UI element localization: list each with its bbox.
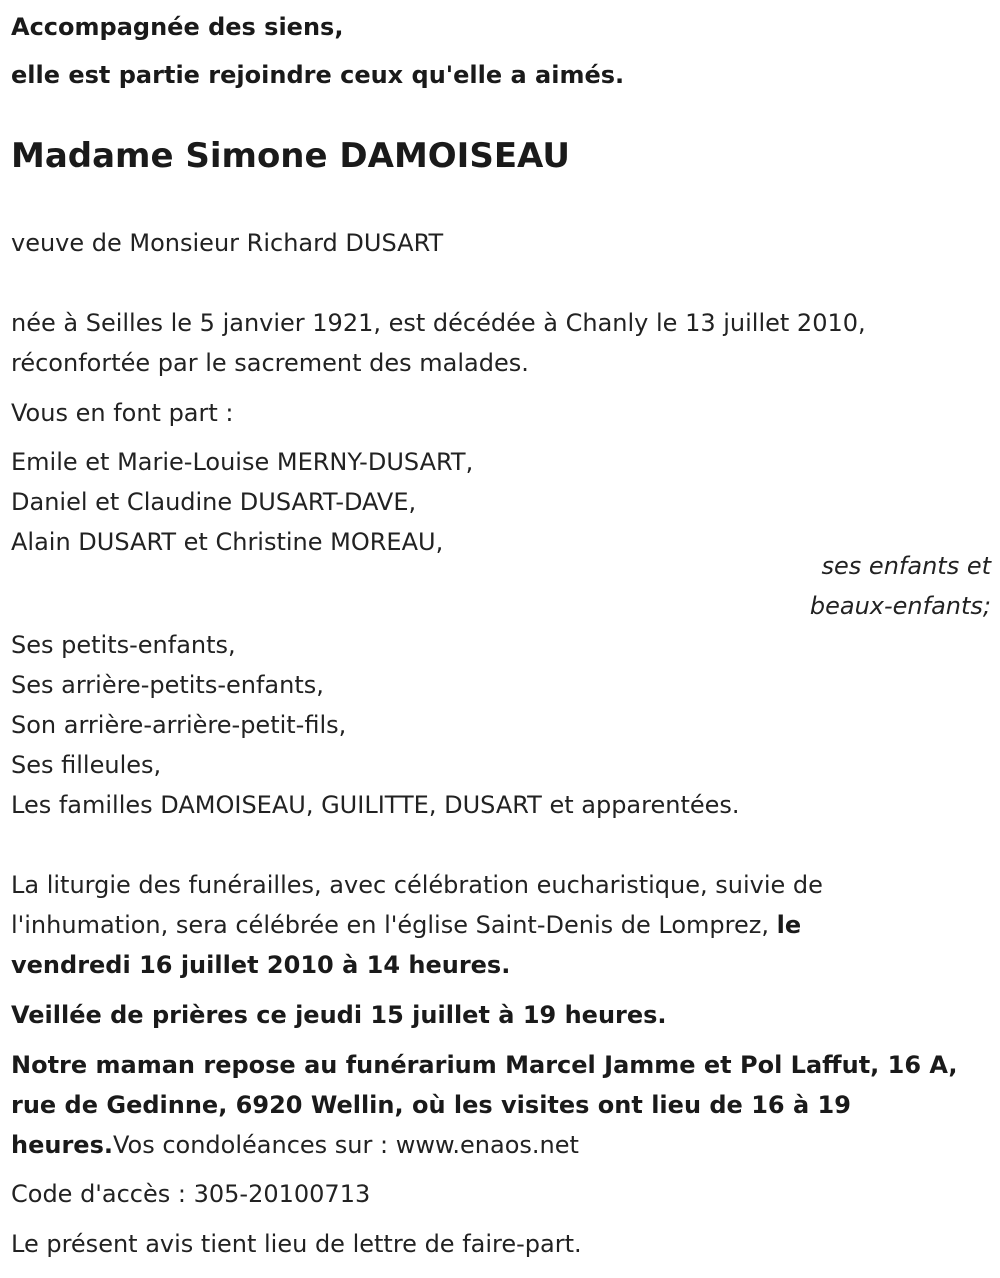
relative-5: Les familles DAMOISEAU, GUILITTE, DUSART et apparentées. bbox=[11, 791, 740, 819]
relative-3: Son arrière-arrière-petit-fils, bbox=[11, 711, 347, 739]
funeral-home-line-1: Notre maman repose au funérarium Marcel Jamme et Pol Laffut, 16 A, bbox=[11, 1051, 958, 1079]
children-role-line-1: ses enfants et bbox=[821, 552, 991, 580]
relative-1: Ses petits-enfants, bbox=[11, 631, 236, 659]
liturgy-line-2-bold: le bbox=[776, 911, 802, 939]
liturgy-line-2 bbox=[11, 910, 801, 940]
relative-4: Ses filleules, bbox=[11, 751, 162, 779]
condolences-link[interactable]: Vos condoléances sur : www.enaos.net bbox=[112, 1131, 579, 1159]
closing: Le présent avis tient lieu de lettre de faire-part. bbox=[11, 1230, 582, 1258]
access-code: Code d'accès : 305-20100713 bbox=[11, 1180, 371, 1208]
liturgy-date: vendredi 16 juillet 2010 à 14 heures. bbox=[11, 951, 511, 979]
vigil: Veillée de prières ce jeudi 15 juillet à 19 heures. bbox=[11, 1001, 667, 1029]
funeral-home-hours: heures. bbox=[11, 1131, 113, 1159]
deceased-name: Madame Simone DAMOISEAU bbox=[11, 136, 570, 176]
funeral-home-line-2: rue de Gedinne, 6920 Wellin, où les visites ont lieu de 16 à 19 bbox=[11, 1091, 851, 1119]
liturgy-line-2-text: l'inhumation, sera célébrée en l'église Saint-Denis de Lomprez, bbox=[11, 911, 769, 939]
widow-of: veuve de Monsieur Richard DUSART bbox=[11, 229, 444, 257]
child-1: Emile et Marie-Louise MERNY-DUSART, bbox=[11, 448, 474, 476]
announce: Vous en font part : bbox=[11, 399, 234, 427]
intro-line-1: Accompagnée des siens, bbox=[11, 13, 344, 41]
intro-line-2: elle est partie rejoindre ceux qu'elle a aimés. bbox=[11, 61, 625, 89]
birth-death-line-1: née à Seilles le 5 janvier 1921, est décédée à Chanly le 13 juillet 2010, bbox=[11, 309, 866, 337]
child-3: Alain DUSART et Christine MOREAU, bbox=[11, 528, 444, 556]
birth-death-line-2: réconfortée par le sacrement des malades. bbox=[11, 349, 529, 377]
relative-2: Ses arrière-petits-enfants, bbox=[11, 671, 324, 699]
liturgy-line-1: La liturgie des funérailles, avec célébration eucharistique, suivie de bbox=[11, 871, 823, 899]
children-role-line-2: beaux-enfants; bbox=[809, 592, 991, 620]
child-2: Daniel et Claudine DUSART-DAVE, bbox=[11, 488, 417, 516]
funeral-home-line-3 bbox=[11, 1130, 579, 1160]
